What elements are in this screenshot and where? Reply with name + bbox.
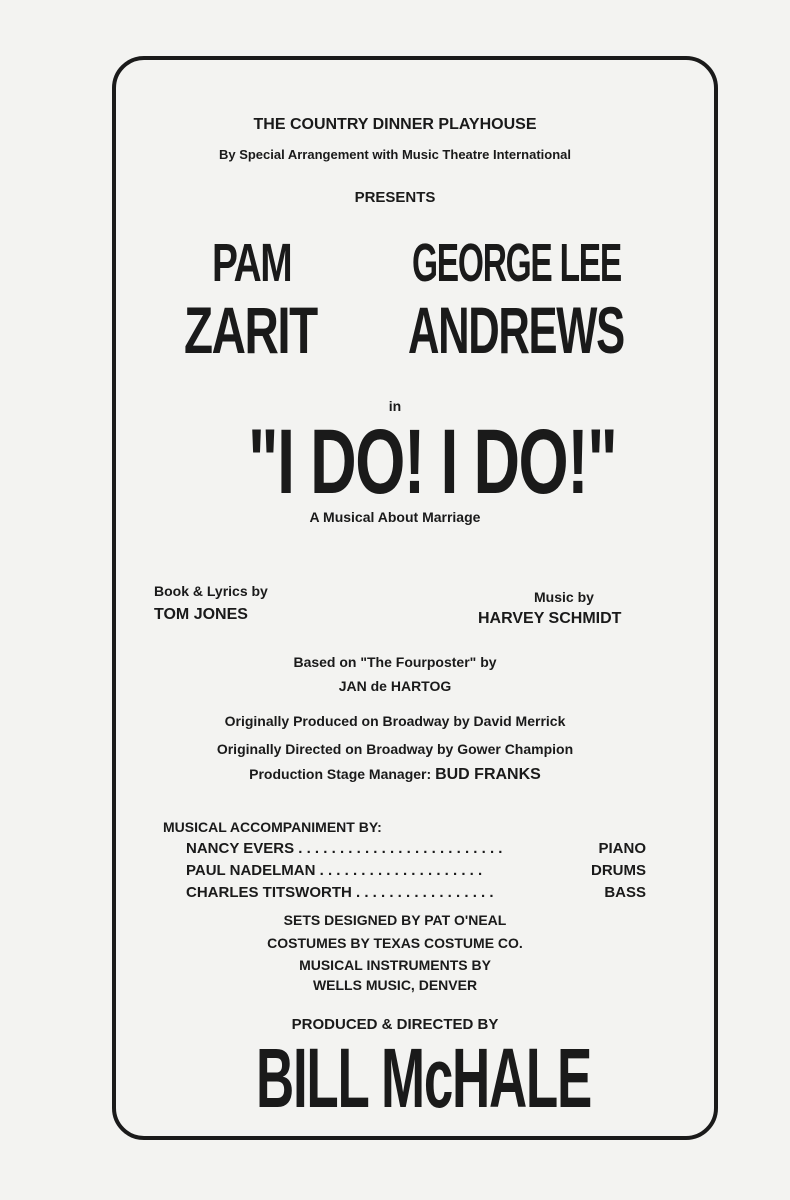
based-author: JAN de HARTOG [338,678,452,694]
musician-name: NANCY EVERS [186,840,295,857]
musician-name: PAUL NADELMAN [186,862,316,879]
produced-broadway: Originally Produced on Broadway by David Merrick [224,713,566,729]
musician-instrument: PIANO [598,840,646,857]
directed-broadway: Originally Directed on Broadway by Gower Champion [216,741,574,757]
producer-name: BILL McHALE [256,1031,592,1125]
leader-dots: . . . . . . . . . . . . . . . . . . . . . . . . . [298,840,503,857]
leader-dots: . . . . . . . . . . . . . . . . . [356,884,494,901]
in-word: in [388,398,402,414]
stage-manager-line [0,766,790,784]
musician-instrument: DRUMS [591,862,646,879]
star2-last-name: ANDREWS [408,293,624,367]
musician-row [186,862,646,879]
star2-first-name: GEORGE LEE [412,233,621,293]
venue-name: THE COUNTRY DINNER PLAYHOUSE [253,116,537,133]
instruments-credit-line2: WELLS MUSIC, DENVER [312,977,478,993]
sets-credit: SETS DESIGNED BY PAT O'NEAL [283,912,507,928]
star1-first-name: PAM [212,233,292,293]
arrangement-line: By Special Arrangement with Music Theatre International [218,147,572,162]
musician-instrument: BASS [604,884,646,901]
book-name: TOM JONES [154,606,248,623]
show-title: "I DO! I DO!" [248,411,617,513]
musician-name: CHARLES TITSWORTH [186,884,352,901]
leader-dots: . . . . . . . . . . . . . . . . . . . . [319,862,483,879]
star1-last-name: ZARIT [184,293,317,367]
stage-manager-name: BUD FRANKS [435,766,541,783]
musician-row [186,840,646,857]
stage-manager-label: Production Stage Manager: [249,766,432,782]
book-label: Book & Lyrics by [154,583,268,599]
show-subtitle: A Musical About Marriage [309,509,481,525]
based-on-line: Based on "The Fourposter" by [293,654,497,670]
presents-label: PRESENTS [354,189,436,206]
instruments-credit-line1: MUSICAL INSTRUMENTS BY [299,957,491,973]
producer-label: PRODUCED & DIRECTED BY [291,1016,499,1033]
accompaniment-heading: MUSICAL ACCOMPANIMENT BY: [163,819,382,835]
musician-row [186,884,646,901]
costumes-credit: COSTUMES BY TEXAS COSTUME CO. [267,935,523,951]
music-name: HARVEY SCHMIDT [478,610,622,627]
music-label: Music by [534,589,594,605]
